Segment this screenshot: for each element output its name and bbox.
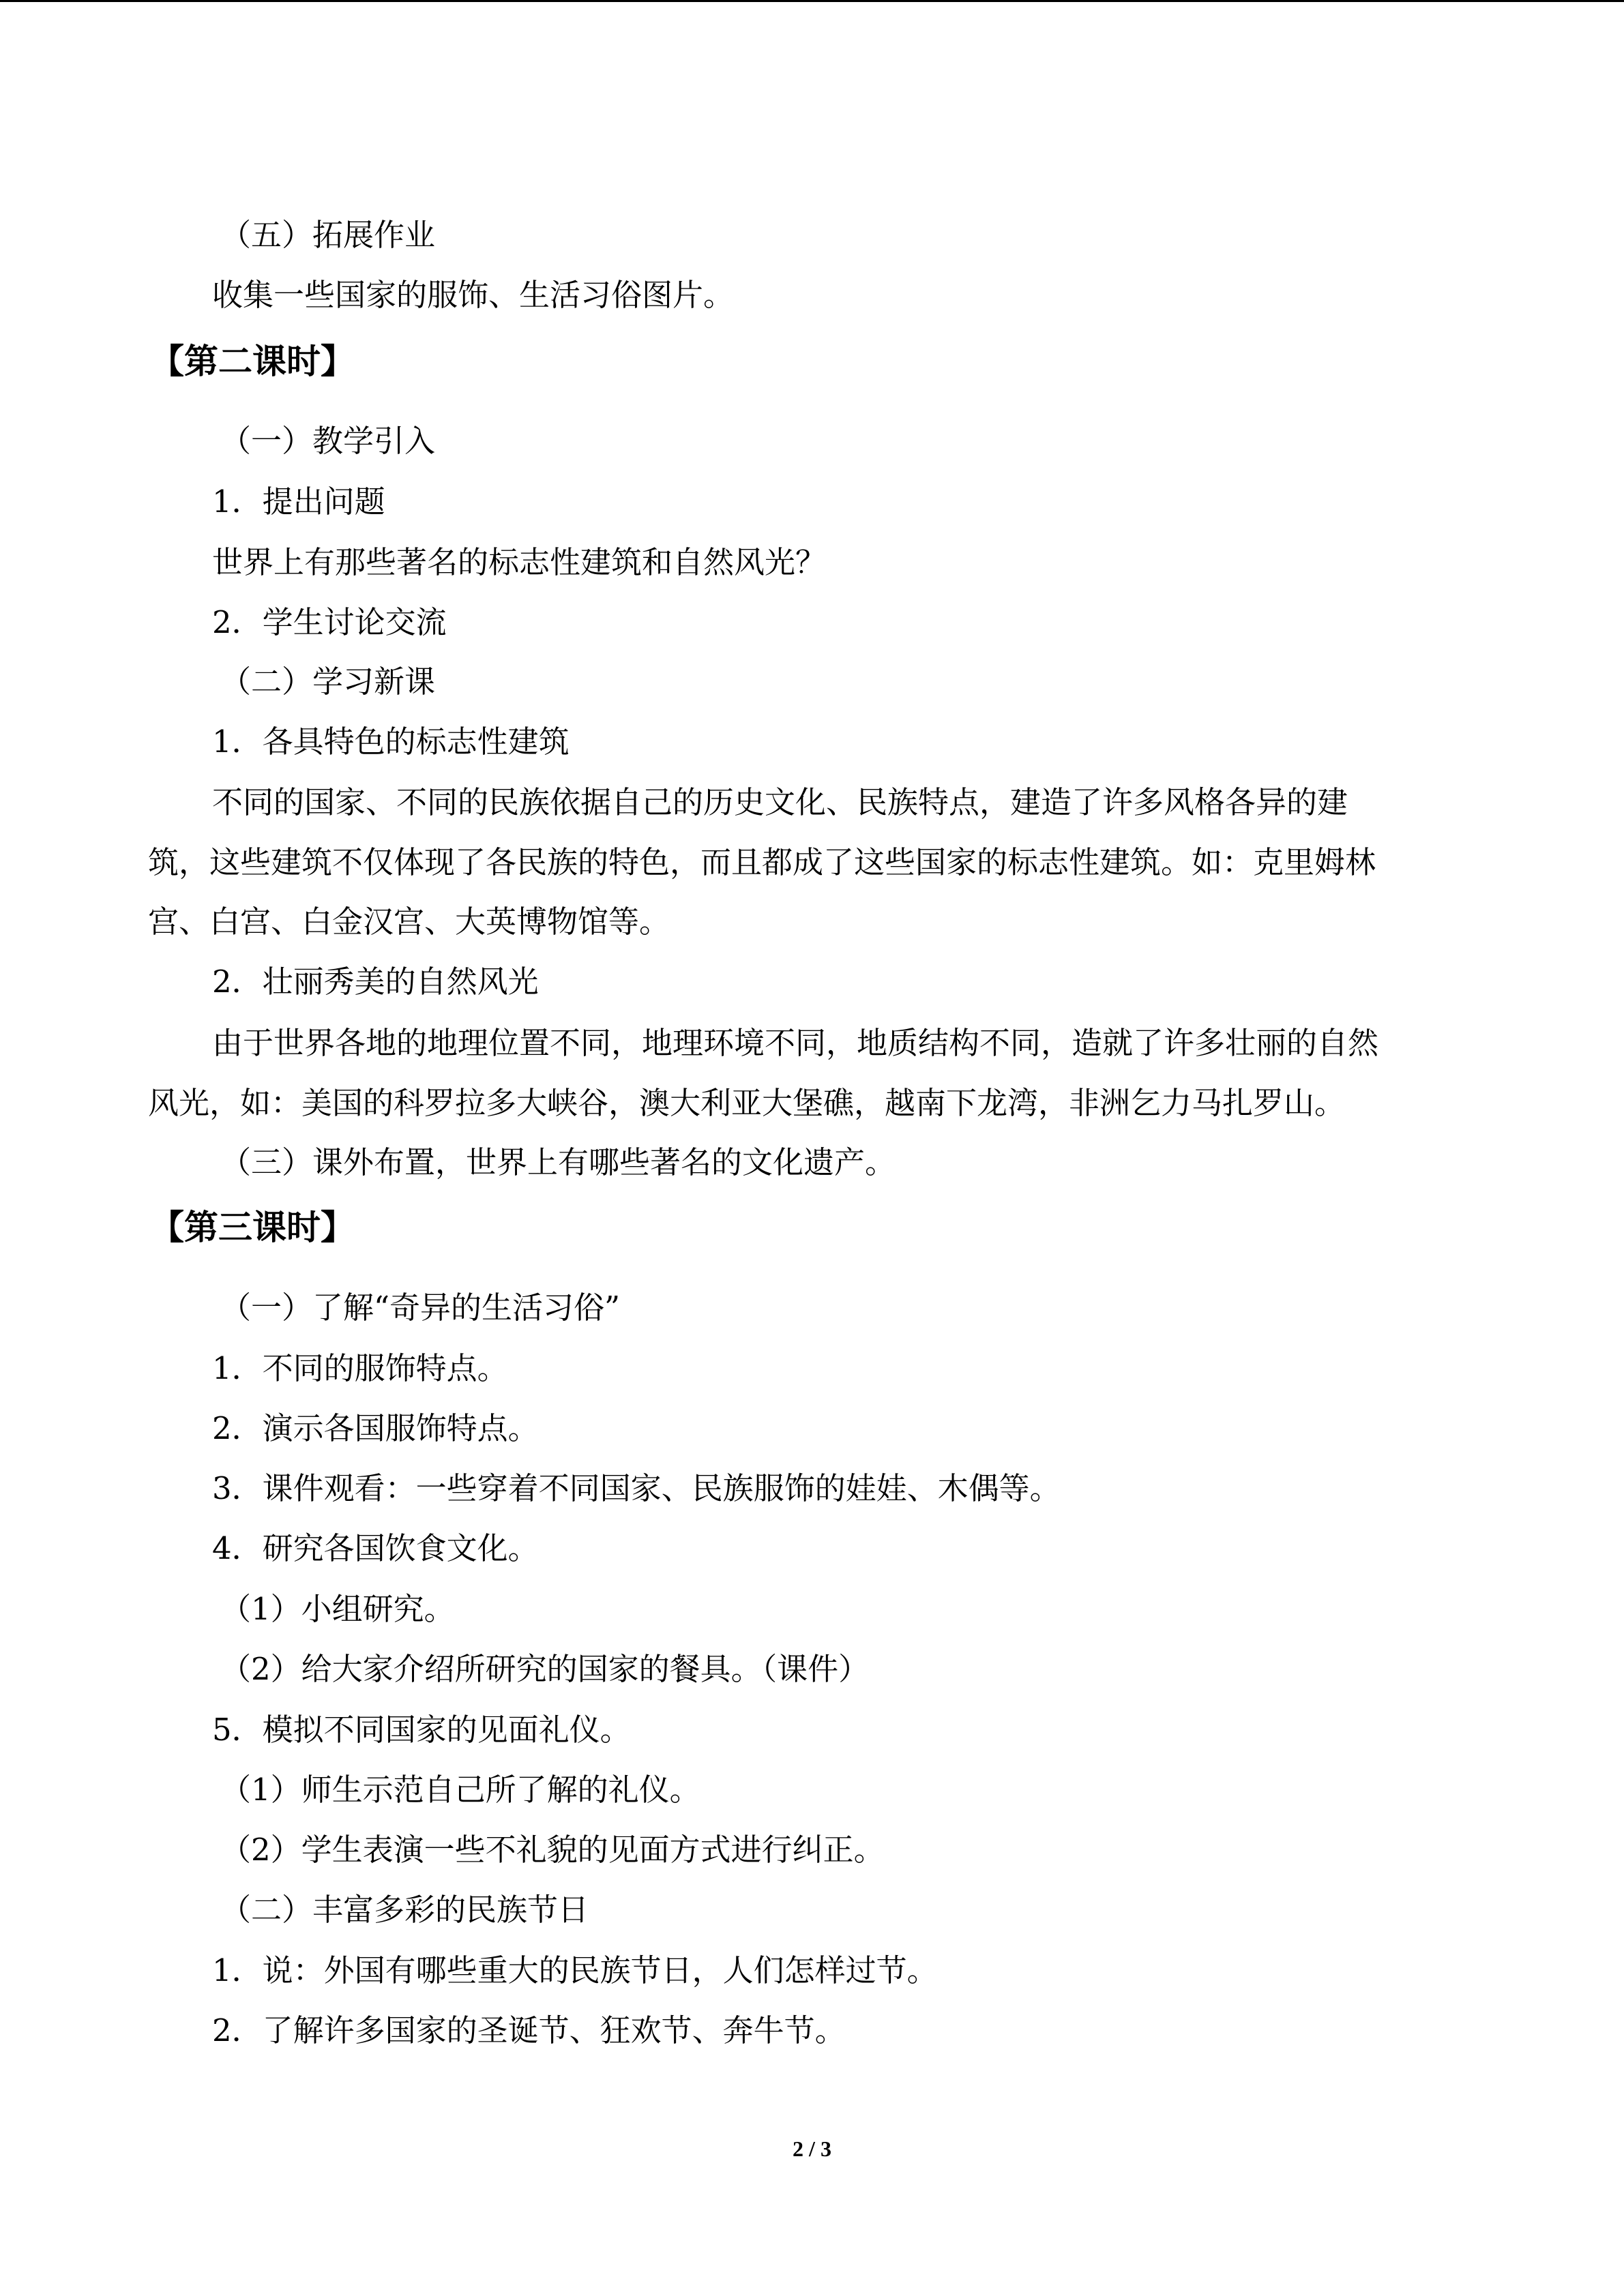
section-heading: （二）学习新课 <box>220 664 436 700</box>
section-heading: （二）丰富多彩的民族节日 <box>220 1892 589 1928</box>
list-item: 1．提出问题 <box>212 483 385 520</box>
paragraph-line: 不同的国家、不同的民族依据自己的历史文化、民族特点，建造了许多风格各异的建 <box>212 784 1348 820</box>
sub-list-item: （2）学生表演一些不礼貌的见面方式进行纠正。 <box>220 1832 885 1868</box>
list-item: 2．演示各国服饰特点。 <box>212 1410 539 1446</box>
page-number: 2 / 3 <box>793 2136 831 2161</box>
list-item: 1．不同的服饰特点。 <box>212 1350 508 1386</box>
paragraph: 收集一些国家的服饰、生活习俗图片。 <box>212 277 735 313</box>
list-item: 5．模拟不同国家的见面礼仪。 <box>212 1712 631 1748</box>
list-item: 1．说：外国有哪些重大的民族节日，人们怎样过节。 <box>212 1952 938 1988</box>
sub-list-item: （1）师生示范自己所了解的礼仪。 <box>220 1772 700 1808</box>
section-heading-extension-homework: （五）拓展作业 <box>220 217 436 253</box>
paragraph-line: 由于世界各地的地理位置不同，地理环境不同，地质结构不同，造就了许多壮丽的自然 <box>212 1025 1379 1061</box>
paragraph: 世界上有那些著名的标志性建筑和自然风光？ <box>212 544 827 580</box>
list-item: 2．壮丽秀美的自然风光 <box>212 964 539 1000</box>
section-heading: （三）课外布置，世界上有哪些著名的文化遗产。 <box>220 1144 896 1180</box>
lesson-heading-second: 【第二课时】 <box>150 342 355 381</box>
sub-list-item: （2）给大家介绍所研究的国家的餐具。（课件） <box>220 1651 870 1687</box>
section-heading: （一）了解“奇异的生活习俗” <box>220 1289 621 1326</box>
list-item: 2．了解许多国家的圣诞节、狂欢节、奔牛节。 <box>212 2012 846 2048</box>
list-item: 2．学生讨论交流 <box>212 604 447 640</box>
paragraph-line: 宫、白宫、白金汉宫、大英博物馆等。 <box>148 904 670 940</box>
lesson-heading-third: 【第三课时】 <box>150 1208 355 1247</box>
paragraph-line: 风光，如：美国的科罗拉多大峡谷，澳大利亚大堡礁，越南下龙湾，非洲乞力马扎罗山。 <box>148 1085 1346 1121</box>
list-item: 1．各具特色的标志性建筑 <box>212 724 570 760</box>
sub-list-item: （1）小组研究。 <box>220 1591 455 1627</box>
list-item: 4．研究各国饮食文化。 <box>212 1530 539 1566</box>
list-item: 3．课件观看：一些穿着不同国家、民族服饰的娃娃、木偶等。 <box>212 1470 1061 1506</box>
paragraph-line: 筑，这些建筑不仅体现了各民族的特色，而且都成了这些国家的标志性建筑。如：克里姆林 <box>148 844 1376 880</box>
section-heading: （一）教学引入 <box>220 423 436 459</box>
